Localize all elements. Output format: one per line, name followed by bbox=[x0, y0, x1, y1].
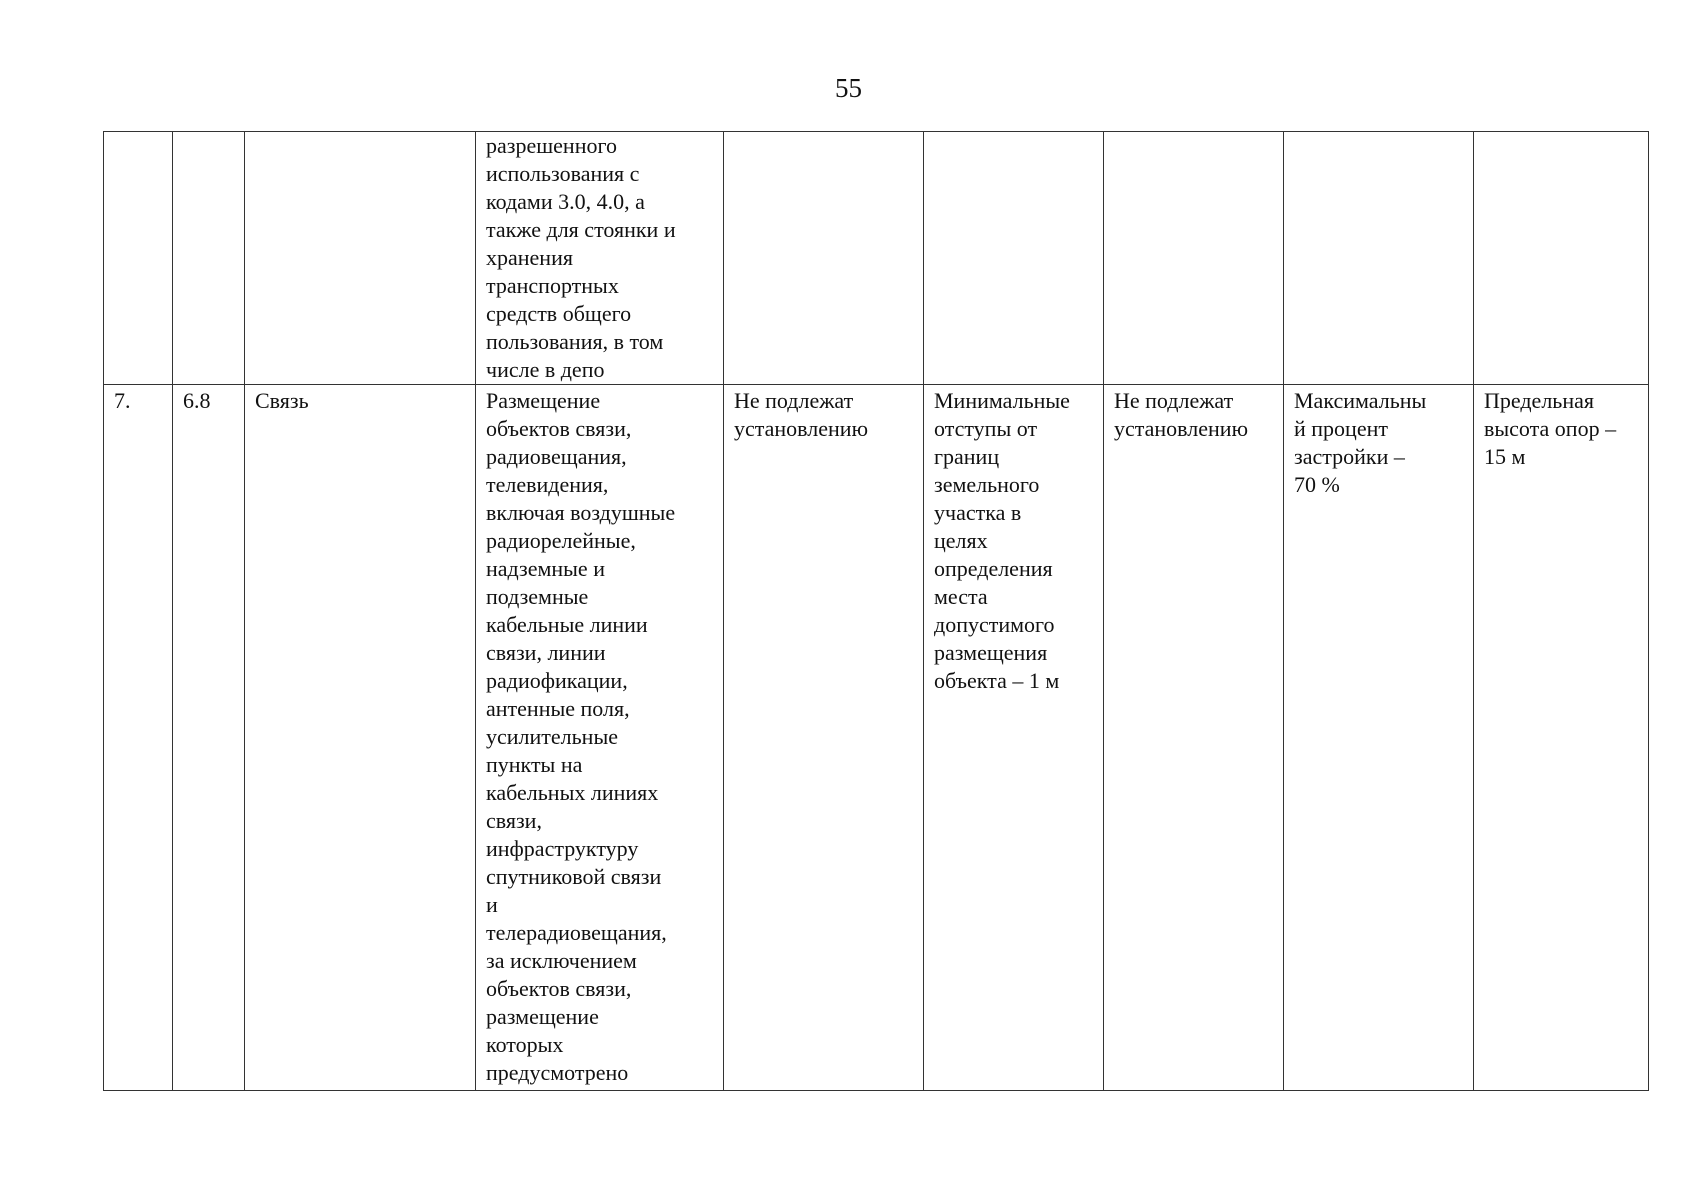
row-number-cell bbox=[104, 132, 173, 385]
use-code-cell: 6.8 bbox=[173, 385, 245, 1091]
table-row bbox=[104, 385, 1649, 1091]
use-description-cell: разрешенного использования с кодами 3.0, 4.0, а также для стоянки и хранения транспортных средств общего пользования, в том числе в депо bbox=[476, 132, 724, 385]
zoning-table bbox=[103, 131, 1649, 1091]
floors-cell bbox=[1104, 132, 1284, 385]
use-description-cell: Размещение объектов связи, радиовещания, телевидения, включая воздушные радиорелейные, надземные и подземные кабельные линии связи, линии радиофикации, антенные поля, усилительные пункты на кабельных линиях связи, инфраструктуру спутниковой связи и телерадиовещания, за исключением объектов связи, размещение которых предусмотрено bbox=[476, 385, 724, 1091]
use-name-cell: Связь bbox=[245, 385, 476, 1091]
table-row bbox=[104, 132, 1649, 385]
plot-size-cell bbox=[724, 132, 924, 385]
plot-size-cell: Не подлежат установлению bbox=[724, 385, 924, 1091]
use-code-cell bbox=[173, 132, 245, 385]
row-number-cell: 7. bbox=[104, 385, 173, 1091]
coverage-cell bbox=[1284, 132, 1474, 385]
page-number: 55 bbox=[835, 73, 862, 103]
setback-cell bbox=[924, 132, 1104, 385]
height-cell: Предельная высота опор – 15 м bbox=[1474, 385, 1649, 1091]
coverage-cell: Максимальны й процент застройки – 70 % bbox=[1284, 385, 1474, 1091]
floors-cell: Не подлежат установлению bbox=[1104, 385, 1284, 1091]
use-name-cell bbox=[245, 132, 476, 385]
setback-cell: Минимальные отступы от границ земельного участка в целях определения места допустимого размещения объекта – 1 м bbox=[924, 385, 1104, 1091]
height-cell bbox=[1474, 132, 1649, 385]
